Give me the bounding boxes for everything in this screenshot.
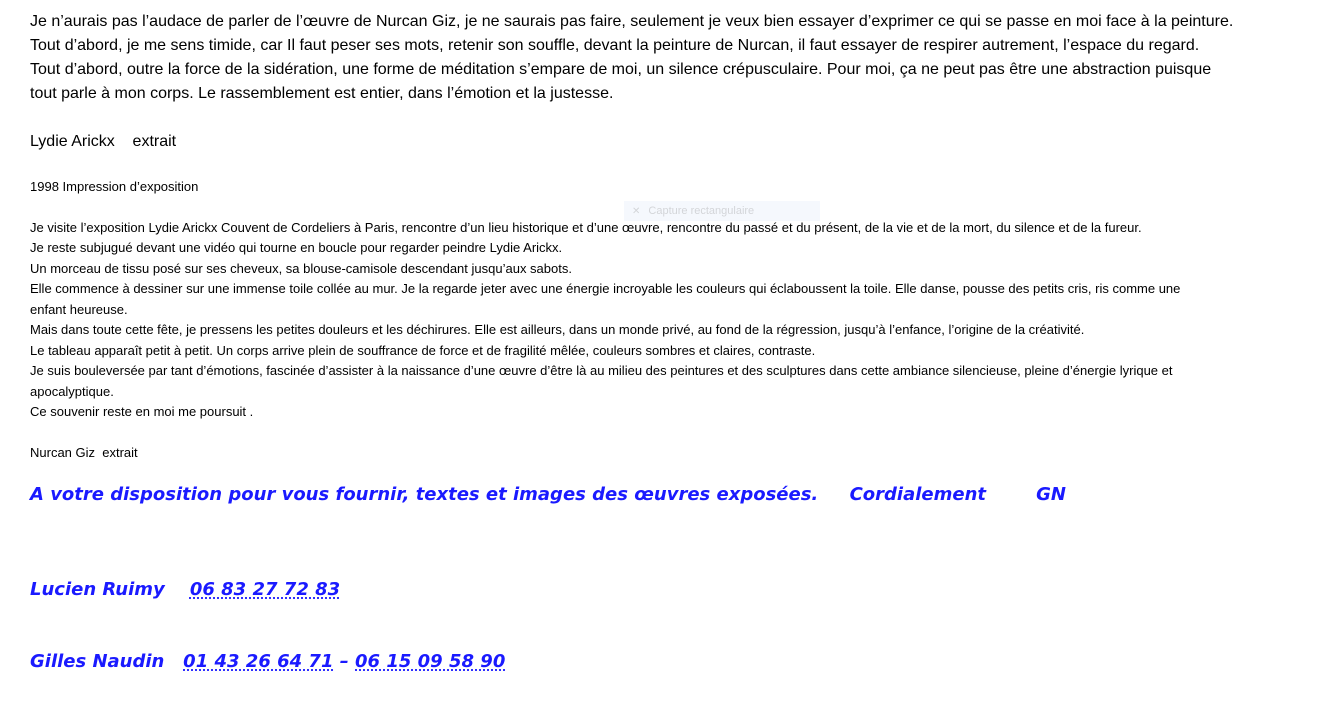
impression-section [30, 218, 1326, 423]
impression-line: Mais dans toute cette fête, je pressens les petites douleurs et les déchirures. Elle est ailleurs, dans un monde privé, au fond de la régression, jusqu’à l’enfance, l’origine de la créativité. [30, 322, 1085, 337]
impression-line: Je suis bouleversée par tant d’émotions, fascinée d’assister à la naissance d’une œuvre d’être là au milieu des peintures et des sculptures dans cette ambiance silencieuse, pleine d’énergie lyrique et [30, 363, 1173, 378]
intro-line: Tout d’abord, outre la force de la sidération, une forme de méditation s’empare de moi, un silence crépusculaire. Pour moi, ça ne peut pas être une abstraction puisque [30, 61, 1212, 78]
impression-line: apocalyptique. [30, 383, 114, 399]
impression-line: Un morceau de tissu posé sur ses cheveux, sa blouse-camisole descendant jusqu’aux sabots. [30, 260, 572, 276]
intro-section [30, 10, 1326, 106]
phone-link[interactable]: 01 43 26 64 71 [183, 651, 334, 672]
contacts-block [30, 530, 1326, 722]
impression-line: Elle commence à dessiner sur une immense toile collée au mur. Je la regarde jeter avec une énergie incroyable les couleurs qui éclaboussent la toile. Elle danse, pousse des petits cris, ris comme une [30, 281, 1181, 296]
contact-name: Lucien Ruimy [30, 579, 190, 600]
contact-gilles [30, 650, 1326, 674]
contact-lucien [30, 578, 1326, 602]
phone-link[interactable]: 06 83 27 72 83 [189, 579, 341, 600]
intro-line: Tout d’abord, je me sens timide, car Il faut peser ses mots, retenir son souffle, devant la peinture de Nurcan, il faut essayer de respirer autrement, l’espace du regard. [30, 37, 1200, 54]
signature-nurcan: Nurcan Giz extrait [30, 444, 138, 460]
signature-lydie: Lydie Arickx extrait [30, 133, 177, 150]
intro-line: Je n’aurais pas l’audace de parler de l’œuvre de Nurcan Giz, je ne saurais pas faire, seulement je veux bien essayer d’exprimer ce qui se passe en moi face à la peinture. [30, 13, 1234, 30]
phone-separator: – [333, 651, 356, 672]
intro-line: tout parle à mon corps. Le rassemblement est entier, dans l’émotion et la justesse. [30, 85, 614, 102]
availability-note: A votre disposition pour vous fournir, textes et images des œuvres exposées. Cordialement GN [30, 484, 1066, 505]
impression-line: Je reste subjugué devant une vidéo qui tourne en boucle pour regarder peindre Lydie Arickx. [30, 240, 563, 255]
tooltip-label: Capture rectangulaire [648, 205, 755, 217]
phone-link[interactable]: 06 15 09 58 90 [355, 651, 506, 672]
impression-line: Ce souvenir reste en moi me poursuit . [30, 404, 254, 419]
impression-heading: 1998 Impression d’exposition [30, 179, 199, 194]
close-icon: ✕ [632, 205, 641, 217]
contact-name: Gilles Naudin [30, 651, 184, 672]
document-body [30, 10, 1326, 722]
screenshot-tool-tooltip [624, 201, 820, 221]
impression-line: Je visite l’exposition Lydie Arickx Couvent de Cordeliers à Paris, rencontre d’un lieu historique et d’une œuvre, rencontre du passé et du présent, de la vie et de la mort, du silence et de la fureur. [30, 219, 1142, 235]
impression-line: Le tableau apparaît petit à petit. Un corps arrive plein de souffrance de force et de fragilité mêlée, couleurs sombres et claires, contraste. [30, 342, 816, 358]
impression-line: enfant heureuse. [30, 301, 128, 317]
